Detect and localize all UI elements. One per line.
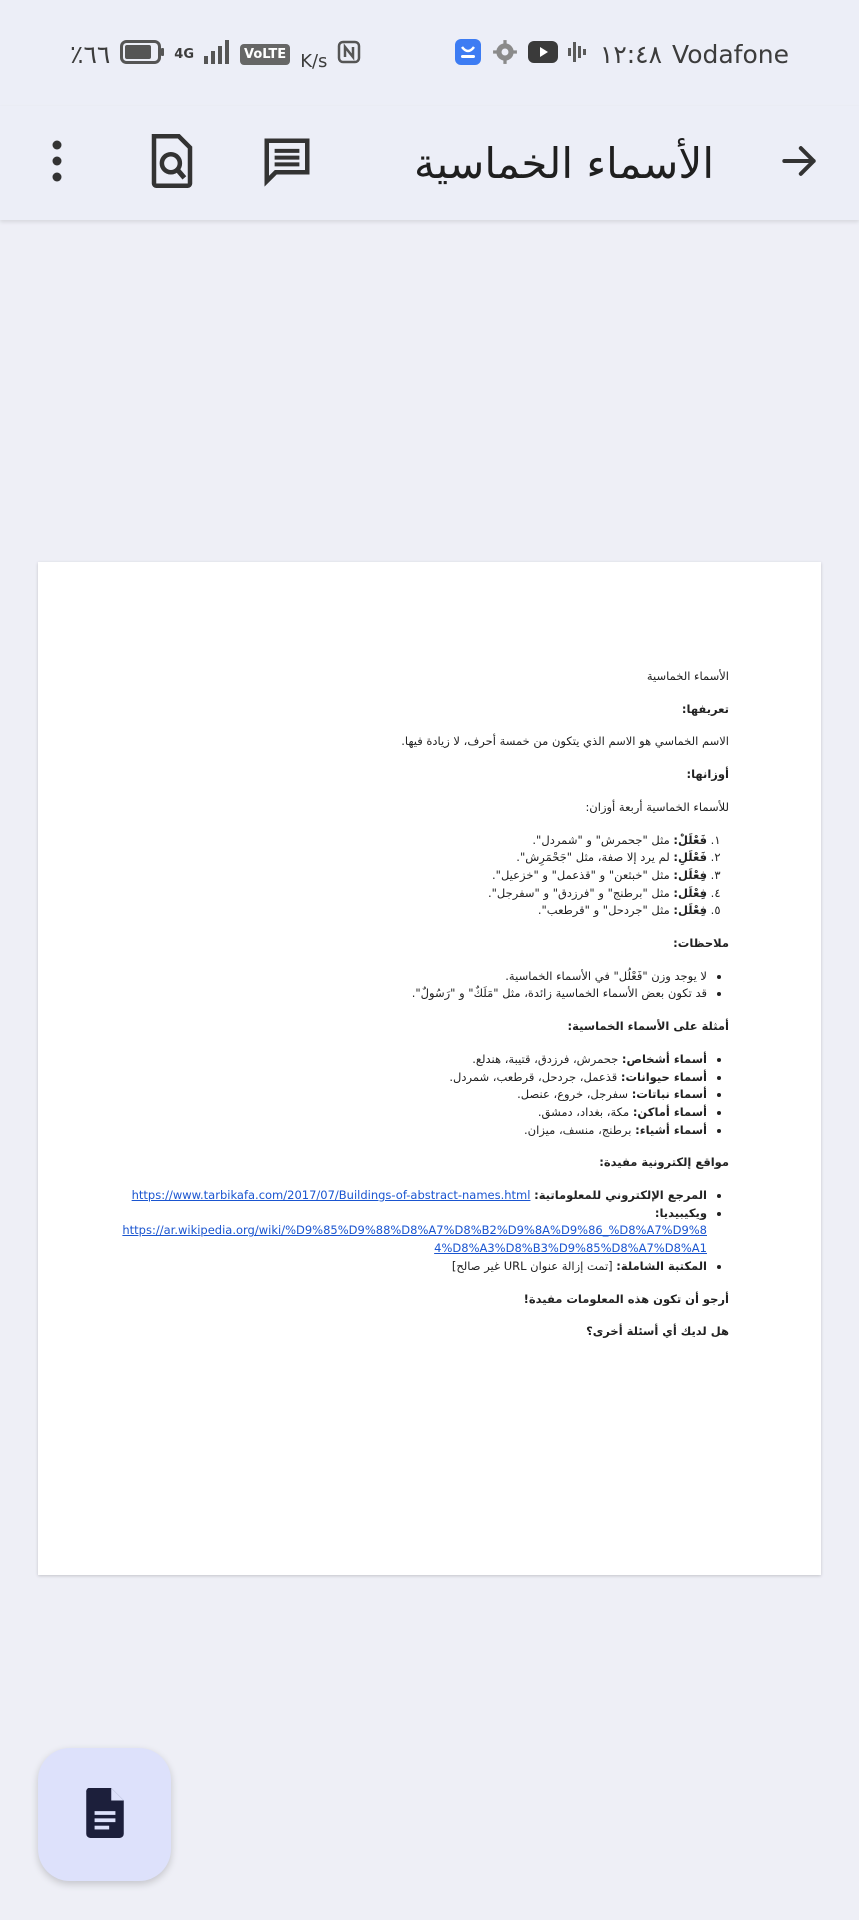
list-item: 4. فِعْلَل: مثل "برطنج" و "فرزدق" و "سفرجل". [119,885,707,903]
list-item: • ويكيبيديا: https://ar.wikipedia.org/wiki/%D9%85%D9%88%D8%A7%D8%B2%D9%8A%D9%86_%D8%A7%D9%84%D8%A3%D8%B3%D9%85%D8%A7%D8%A1 [119,1205,707,1258]
list-item: • قد تكون بعض الأسماء الخماسية زائدة، مثل "مَلَكٌ" و "رَسُولٌ". [119,985,707,1003]
weights-intro: للأسماء الخماسية أربعة أوزان: [585,799,729,814]
list-item: • أسماء حيوانات: قذعمل، جردحل، قرطعب، شمردل. [119,1069,707,1087]
page-title: الأسماء الخماسية [413,138,714,188]
sites-heading: مواقع إلكترونية مفيدة: [599,1155,729,1170]
document-icon [83,1788,127,1842]
status-bar-right [454,34,789,74]
more-options-button[interactable] [22,128,92,198]
document-content [119,668,729,1356]
list-item: • المرجع الإلكتروني للمعلوماتية: https://www.tarbikafa.com/2017/07/Buildings-of-abstract-names.html [119,1187,707,1205]
list-item: • أسماء نباتات: سفرجل، خروع، عنصل. [119,1086,707,1104]
notes-heading: ملاحظات: [673,936,729,951]
list-item: 3. فِعْلَل: مثل "خبثعن" و "قذعمل" و "خزعيل". [119,867,707,885]
list-item: • أسماء أشياء: برطنج، منسف، ميزان. [119,1122,707,1140]
list-item: 2. فَعْلَلِ: لم يرد إلا صفة، مثل "جَحْمَرِش". [119,849,707,867]
store-icon [454,38,482,70]
notes-list [119,968,729,1003]
audio-wave-icon [568,39,590,69]
status-bar [0,0,859,106]
weights-list [119,832,729,921]
more-vert-icon [50,139,64,187]
list-item: • لا يوجد وزن "فَعْلُل" في الأسماء الخماسية. [119,968,707,986]
wikipedia-link[interactable]: https://ar.wikipedia.org/wiki/%D9%85%D9%88%D8%A7%D8%B2%D9%8A%D9%86_%D8%A7%D9%84%D8%A3%D8%B3%D9%85%D8%A7%D8%A1 [122,1223,707,1256]
list-item: 5. فِعْلَل: مثل "جردحل" و "قرطعب". [119,902,707,920]
app-bar [0,106,859,220]
signal-icon [204,40,230,68]
status-speed-unit: K/s [300,50,328,72]
back-arrow-icon [777,139,821,187]
list-item: • أسماء أماكن: مكة، بغداد، دمشق. [119,1104,707,1122]
youtube-icon [528,41,558,67]
examples-list [119,1051,729,1140]
status-network: 4G [174,46,195,62]
status-time: ١٢:٤٨ [599,39,663,69]
document-fab-button[interactable] [38,1748,171,1881]
settings-icon [492,39,518,69]
back-button[interactable] [764,128,834,198]
find-in-page-icon [147,134,197,192]
battery-icon [120,40,164,68]
examples-heading: أمثلة على الأسماء الخماسية: [567,1019,729,1034]
status-battery-percent: ٪٦٦ [70,39,111,69]
volte-badge: VoLTE [240,44,290,65]
status-carrier: Vodafone [672,39,789,69]
list-item: • أسماء أشخاص: جحمرش، فرزدق، قتيبة، هندلع. [119,1051,707,1069]
find-in-page-button[interactable] [137,128,207,198]
status-bar-left [70,34,361,74]
closing-line-1: أرجو أن تكون هذه المعلومات مفيدة! [523,1291,729,1306]
sites-list [119,1187,729,1276]
list-item: 1. فَعْلَلْ: مثل "جحمرش" و "شمردل". [119,832,707,850]
closing-line-2: هل لديك أي أسئلة أخرى؟ [586,1324,729,1339]
comments-button[interactable] [252,128,322,198]
document-page[interactable] [38,562,821,1575]
definition-heading: تعريفها: [681,701,729,716]
weights-heading: أوزانها: [686,767,729,782]
list-item: • المكتبة الشاملة: [تمت إزالة عنوان URL غير صالح] [119,1258,707,1276]
definition-text: الاسم الخماسي هو الاسم الذي يتكون من خمسة أحرف، لا زيادة فيها. [401,734,729,749]
tarbikafa-link[interactable]: https://www.tarbikafa.com/2017/07/Buildings-of-abstract-names.html [131,1188,531,1203]
nfc-icon [337,40,361,68]
comment-icon [260,134,314,192]
doc-title: الأسماء الخماسية [646,669,729,683]
